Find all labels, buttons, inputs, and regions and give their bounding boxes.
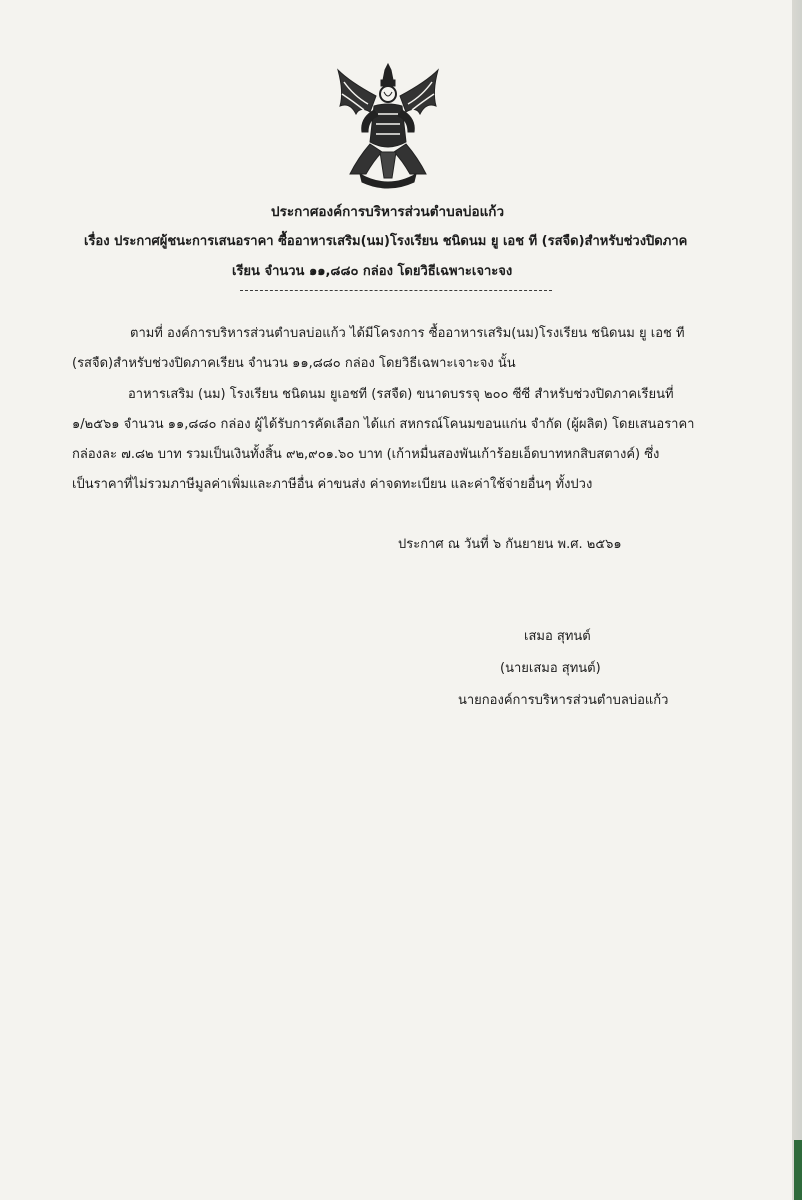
announcement-title: ประกาศองค์การบริหารส่วนตำบลบ่อแก้ว — [271, 204, 505, 220]
paragraph-2-line-4: เป็นราคาที่ไม่รวมภาษีมูลค่าเพิ่มและภาษีอื่น ค่าขนส่ง ค่าจดทะเบียน และค่าใช้จ่ายอื่นๆ ทั้งปวง — [72, 477, 593, 492]
paragraph-2-line-2: ๑/๒๕๖๑ จำนวน ๑๑,๘๘๐ กล่อง ผู้ได้รับการคัดเลือก ได้แก่ สหกรณ์โคนมขอนแก่น จำกัด (ผู้ผลิต) โดยเสนอราคา — [72, 417, 695, 432]
paragraph-2-line-3: กล่องละ ๗.๘๒ บาท รวมเป็นเงินทั้งสิ้น ๙๒,๙๐๑.๖๐ บาท (เก้าหมื่นสองพันเก้าร้อยเอ็ดบาทหกสิบสตางค์) ซึ่ง — [72, 447, 660, 462]
garuda-emblem-icon — [330, 62, 446, 194]
signatory-printed-name: (นายเสมอ สุทนต์) — [500, 661, 601, 676]
scan-corner — [794, 1140, 802, 1200]
signatory-position: นายกองค์การบริหารส่วนตำบลบ่อแก้ว — [458, 693, 669, 708]
paragraph-1-line-2: (รสจืด)สำหรับช่วงปิดภาคเรียน จำนวน ๑๑,๘๘๐ กล่อง โดยวิธีเฉพาะเจาะจง นั้น — [72, 356, 516, 371]
signature-name: เสมอ สุทนต์ — [524, 629, 591, 644]
paragraph-2-line-1: อาหารเสริม (นม) โรงเรียน ชนิดนม ยูเอชที (รสจืด) ขนาดบรรจุ ๒๐๐ ซีซี สำหรับช่วงปิดภาคเรียนที่ — [128, 387, 674, 402]
announcement-date: ประกาศ ณ วันที่ ๖ กันยายน พ.ศ. ๒๕๖๑ — [398, 537, 622, 552]
subject-line-2: เรียน จำนวน ๑๑,๘๘๐ กล่อง โดยวิธีเฉพาะเจาะจง — [232, 264, 513, 279]
subject-line-1: เรื่อง ประกาศผู้ชนะการเสนอราคา ซื้ออาหารเสริม(นม)โรงเรียน ชนิดนม ยู เอช ที (รสจืด)สำหรับช่วงปิดภาค — [84, 234, 688, 249]
scan-border — [792, 0, 802, 1200]
separator-line — [240, 290, 552, 291]
paragraph-1-line-1: ตามที่ องค์การบริหารส่วนตำบลบ่อแก้ว ได้มีโครงการ ซื้ออาหารเสริม(นม)โรงเรียน ชนิดนม ยู เอช ที — [130, 326, 685, 341]
